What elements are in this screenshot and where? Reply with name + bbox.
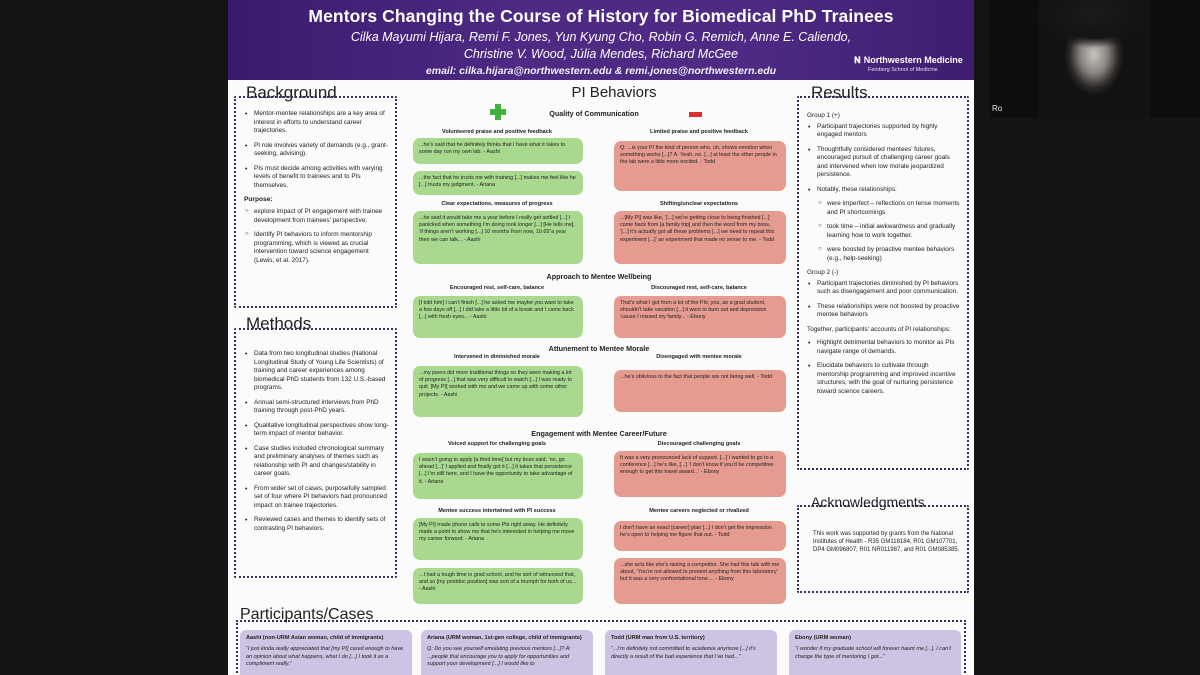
group1-list xyxy=(807,123,961,195)
acknowledgments-text: This work was supported by grants from the National Institutes of Health - R35 GM118184, R01 GM107701, DP4 GM096807, R01 NR011987, and R01 GM085385. xyxy=(813,531,960,553)
quote-bubble: [I told him] I can’t finish [...] he asked me maybe you want to take a few days off [...] I did take a little bit of a break and I came back [...] with fresh eyes... - Aashi xyxy=(413,296,583,338)
logo-subtitle: Feinberg School of Medicine xyxy=(868,67,938,73)
purpose-label: Purpose: xyxy=(244,196,273,204)
list-item: • Participant trajectories supported by highly engaged mentors xyxy=(807,123,961,140)
methods-box xyxy=(234,328,397,578)
quote-bubble: ...he said it would take me a year before I really get settled [...] I panicked when something I’m doing took longer [...] [He tells me], ‘if things aren’t working [...] 10 months from now, 10.65”a year then we can talk... - Aashi xyxy=(413,211,583,264)
column-title: Mentee careers neglected or rivalized xyxy=(649,508,749,514)
list-item: • Reviewed cases and themes to identify sets of contrasting PI behaviors. xyxy=(244,516,389,533)
purpose-list xyxy=(244,208,389,265)
section-morale: Attunement to Mentee Morale xyxy=(548,344,650,353)
section-wellbeing: Approach to Mentee Wellbeing xyxy=(546,272,652,281)
pi-behaviors-heading: PI Behaviors xyxy=(571,84,657,101)
poster-banner xyxy=(228,0,974,80)
list-item: • Mentor-mentee relationships are a key area of interest in efforts to understand career trajectories. xyxy=(244,110,389,136)
section-communication: Quality of Communication xyxy=(549,109,639,118)
participant-quote: “I just kinda really appreciated that [my PI] cared enough to have an opinion about what happens, what I do [...] I took it as a compliment really.” xyxy=(246,646,404,668)
list-item: • Elucidate behaviors to cultivate through mentorship programming and improved incentive structures, with the goal of nurturing persistence toward science careers. xyxy=(807,362,961,396)
participant-quote: “...I’m definitely not committed to academia anymore [...] it’s directly a result of the bad experience that I’ve had...” xyxy=(611,646,756,660)
participant-name: Aashi (non-URM Asian woman, child of immigrants) xyxy=(246,635,384,641)
quote-bubble: ...she acts like she’s raising a competitor. She had this talk with me about, ‘You’re not allowed to present anything from this laboratory’ but it was a very confrontational tone.... - Ebony xyxy=(614,558,786,604)
quote-bubble: ...I had a tough time in grad school, and he sort of witnessed that, and so [my postdoc position] was sort of a triumph for both of us... - Aashi xyxy=(413,568,583,604)
column-title: Discouraged challenging goals xyxy=(657,441,741,447)
together-text: Together, participants’ accounts of PI relationships: xyxy=(807,325,951,333)
participant-quote: “I wonder if my graduate school will forever haunt me [...]. I can’t change the type of mentoring I got...” xyxy=(795,646,951,660)
quote-bubble: [My PI] made phone calls to some PIs right away. He definitely made a point to show me that he’s interested in helping me move my career forward. - Ariana xyxy=(413,518,583,560)
poster-title: Mentors Changing the Course of History for Biomedical PhD Trainees xyxy=(308,6,894,26)
list-item: • PI role involves variety of demands (e.g., grant-seeking, advising). xyxy=(244,142,389,159)
list-item: • Thoughtfully considered mentees’ futures, encouraged pursuit of challenging career goals and intervened when low morale jeopardized persistence. xyxy=(807,146,961,180)
quote-bubble: I wasn’t going to apply [a third time] but my boss said, ‘no, go ahead [...]’ I applied and finally got it [...] it takes that persistence [...] I’m still here, and I have the opportunity to take advantage of it. - Ariana xyxy=(413,453,583,499)
background-heading: Background xyxy=(246,83,337,102)
column-title: Shifting/unclear expectations xyxy=(659,201,739,207)
minus-icon xyxy=(689,112,702,117)
list-item: ○ were boosted by proactive mentee behaviors (e.g., help-seeking) xyxy=(817,246,961,263)
column-title: Disengaged with mentee morale xyxy=(656,354,742,360)
contact-email: email: cilka.hijara@northwestern.edu & remi.jones@northwestern.edu xyxy=(425,65,777,77)
group1-label: Group 1 (+) xyxy=(807,112,840,119)
column-title: Volunteered praise and positive feedback xyxy=(442,129,552,135)
together-list xyxy=(807,339,961,396)
quote-bubble: That’s what I got from a lot of the PIs; you, as a grad student, shouldn’t take vacation [...] it went to burn out and depression ‘cause I missed my family... - Ebony xyxy=(614,296,786,338)
list-item: ○ took time – initial awkwardness and gradually learning how to work together. xyxy=(817,223,961,240)
poster xyxy=(228,0,974,675)
list-item: • Case studies included chronological summary and preliminary analyses of themes such as relationship with PI and changes/stability in career goals. xyxy=(244,445,389,479)
list-item: • These relationships were not boosted by proactive mentee behaviors xyxy=(807,303,961,320)
background-list xyxy=(244,110,389,190)
authors-line-2: Christine V. Wood, Júlia Mendes, Richard McGee xyxy=(463,47,739,61)
participant-video-shadow xyxy=(1034,0,1154,54)
list-item: • Data from two longitudinal studies (National Longitudinal Study of Young Life Scientists) of training and career experiences among biomedical PhD students from 132 U.S.-based programs. xyxy=(244,350,389,393)
acknowledgments-heading: Acknowledgments xyxy=(811,494,925,510)
column-title: Mentee success intertwined with PI success xyxy=(438,508,556,514)
column-title: Discouraged rest, self-care, balance xyxy=(651,285,747,291)
authors-line-1: Cilka Mayumi Hijara, Remi F. Jones, Yun Kyung Cho, Robin G. Remich, Anne E. Caliendo, xyxy=(350,30,852,44)
list-item: • Notably, these relationships: xyxy=(807,186,961,195)
column-title: Limited praise and positive feedback xyxy=(650,129,748,135)
participant-name: Ariana (URM woman, 1st-gen college, child of immigrants) xyxy=(427,635,582,641)
list-item: • Qualitative longitudinal perspectives show long-term impact of mentor behavior. xyxy=(244,422,389,439)
list-item: • Highlight detrimental behaviors to monitor as PIs navigate range of demands. xyxy=(807,339,961,356)
participant-name: Todd (URM man from U.S. territory) xyxy=(611,635,705,641)
column-title: Encouraged rest, self-care, balance xyxy=(449,285,545,291)
participant-name: Ebony (URM woman) xyxy=(795,635,851,641)
participant-card xyxy=(421,630,593,675)
column-title: Intervened in diminished morale xyxy=(454,354,540,360)
quote-bubble: I don’t have an exact [career] plan [...] I don’t get the impression he’s open to helping me figure that out. - Todd xyxy=(614,521,786,551)
list-item: ○ Identify PI behaviors to inform mentorship programming, which is viewed as crucial intervention toward science engagement (Lewis, et al. 2017). xyxy=(244,231,389,265)
quote-bubble: It was a very pronounced lack of support. [...] I wanted to go to a conference [...] he’s like, [...] ‘I don’t know if you’d be competitive enough to get this travel award...’ - Ebony xyxy=(614,451,786,497)
group2-label: Group 2 (-) xyxy=(807,269,839,277)
participant-quote: Q: Do you see yourself emulating previous mentors [...]? A: ...people that encourage you to apply for opportunities and support your development [...] I would like to xyxy=(427,646,571,668)
logo-name: Northwestern Medicine xyxy=(863,55,963,65)
participant-card xyxy=(240,630,412,675)
list-item: ○ explore impact of PI engagement with trainee development from trainees’ perspective. xyxy=(244,208,389,225)
participants-heading: Participants/Cases xyxy=(240,606,374,623)
column-title: Clear expectations, measures of progress xyxy=(441,201,553,207)
list-item: • Annual semi-structured interviews from PhD training through post-PhD years. xyxy=(244,399,389,416)
column-title: Voiced support for challenging goals xyxy=(447,441,547,447)
methods-list xyxy=(244,350,389,533)
quote-bubble: ...he’s oblivious to the fact that people are not faring well. - Todd xyxy=(614,370,786,412)
quote-bubble: Q: ...is your PI the kind of person who, uh, shows emotion when something works [...]? A: Yeah, no. [...] at least the other people in the lab were a little more excited. - Todd xyxy=(614,141,786,191)
quote-bubble: ...the fact that he trusts me with training [...] makes me feel like he [...] trusts my judgment. - Ariana xyxy=(413,171,583,195)
list-item: ○ were imperfect – reflections on tense moments and PI shortcomings xyxy=(817,200,961,217)
list-item: • Participant trajectories diminished by PI behaviors such as disengagement and poor communication. xyxy=(807,280,961,297)
nm-logo-icon: 𝐍 xyxy=(854,55,861,65)
quote-bubble: ...he’s said that he definitely thinks that I have what it takes to some day run my own lab. - Aashi xyxy=(413,138,583,164)
northwestern-logo xyxy=(854,55,968,73)
webcam-tile[interactable] xyxy=(990,0,1200,118)
participant-card xyxy=(605,630,777,675)
section-career: Engagement with Mentee Career/Future xyxy=(531,429,667,438)
list-item: • PIs must decide among activities with varying levels of benefit to trainees and to PIs themselves. xyxy=(244,165,389,191)
quote-bubble: ...[My PI] was like, ‘[...] we’re getting close to being finished [...] come back from [a family trip] and then the word from my boss, ‘[...] it’s actually got all these problems [...] we need to repeat this experiment [...]’ an experiment that made no sense to me. - Todd xyxy=(614,211,786,264)
group2-list xyxy=(807,280,961,320)
quote-bubble: ...my peers did more traditional things so they were making a lot of progress [...] that was very difficult to watch [...] I was ready to quit. [My PI] worked with me and we came up with some other projects. - Aashi xyxy=(413,366,583,417)
acknowledgments-box xyxy=(797,505,969,593)
participant-card xyxy=(789,630,961,675)
methods-heading: Methods xyxy=(246,314,312,333)
group1-sublist xyxy=(817,200,961,263)
results-box xyxy=(797,96,969,470)
list-item: • From wider set of cases, purposefully sampled set of four where PI behaviors had pronounced impact on trainee trajectories. xyxy=(244,485,389,511)
webcam-participant-name: Ro xyxy=(992,104,1003,113)
background-box xyxy=(234,96,397,308)
results-heading: Results xyxy=(811,83,868,102)
